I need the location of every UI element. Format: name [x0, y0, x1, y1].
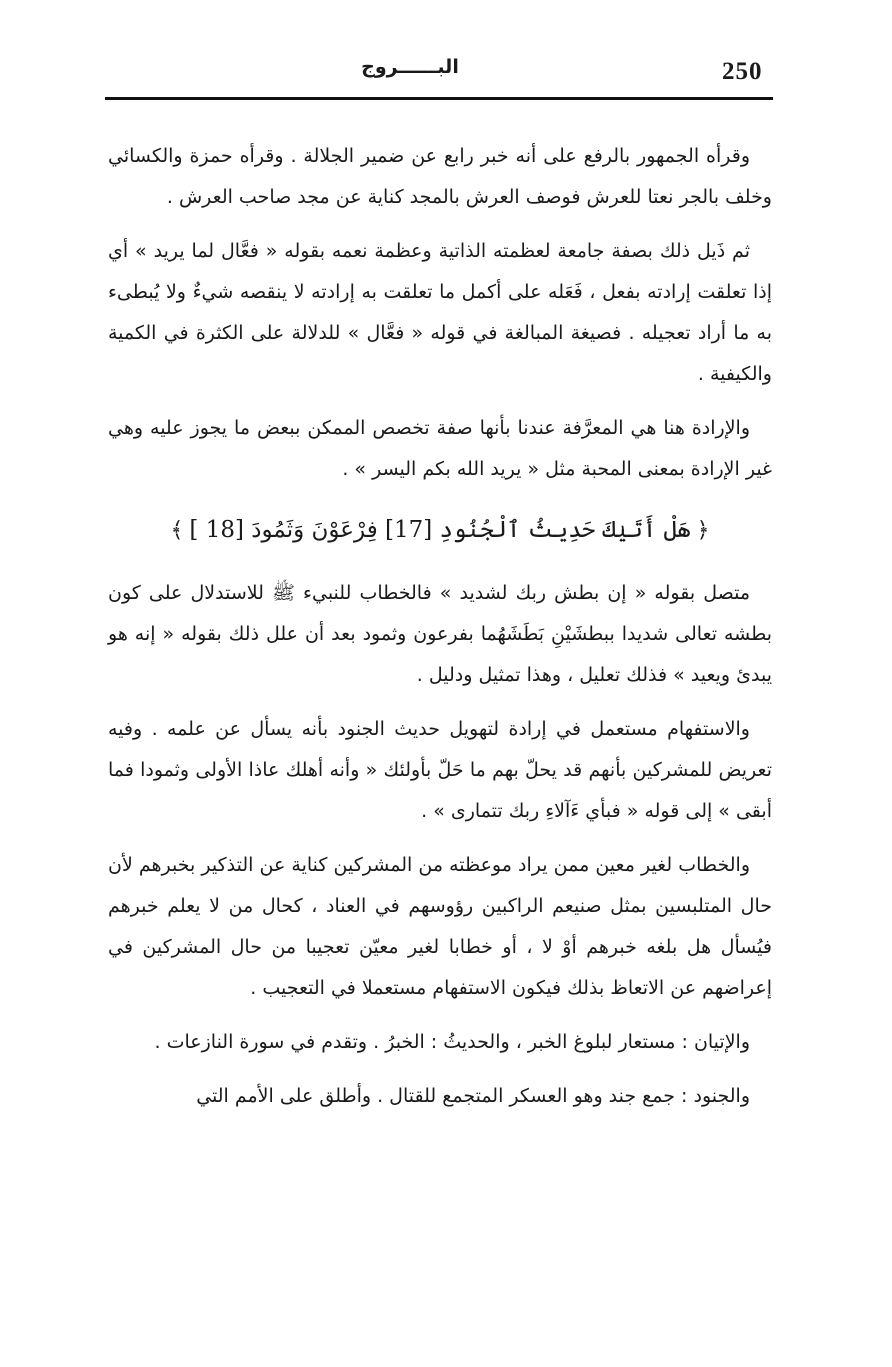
paragraph: ثم ذَيل ذلك بصفة جامعة لعظمته الذاتية وعظمة نعمه بقوله « فعَّال لما يريد » أي إذا تعلقت إرادته بفعل ، فَعَله على أكمل ما تعلقت به إرادته لا ينقصه شيءٌ ولا يُبطىء به ما أراد تعجيله . فصيغة المبالغة في قوله « فعَّال » للدلالة على الكثرة في الكمية والكيفية .	[108, 240, 772, 385]
paragraph: والاستفهام مستعمل في إرادة لتهويل حديث الجنود بأنه يسأل عن علمه . وفيه تعريض للمشركين بأنهم قد يحلّ بهم ما حَلّ بأولئك « وأنه أهلك عاذا الأولى وثمودا فما أبقى » إلى قوله « فبأي ءَآلاءِ ربك تتمارى » .	[108, 718, 772, 822]
verse-close-bracket: ﴾	[170, 518, 184, 543]
quran-verse	[108, 508, 772, 553]
verse-text: هَلْ أَتَيٰكَ حَدِيثُ ٱلْجُنُودِ [17] فِرْعَوْنَ وَثَمُودَ [18 ]	[189, 517, 691, 543]
body-text	[108, 136, 772, 1130]
paragraph: متصل بقوله « إن بطش ربك لشديد » فالخطاب للنبيء ﷺ للاستدلال على كون بطشه تعالى شديدا ببطشَيْنِ بَطَشَهُما بفرعون وثمود بعد أن علل ذلك بقوله « إنه هو يبدئ ويعيد » فذلك تعليل ، وهذا تمثيل ودليل .	[108, 582, 772, 686]
running-head-title: البــــــروج	[361, 56, 459, 78]
header-rule	[105, 97, 773, 100]
paragraph: وقرأه الجمهور بالرفع على أنه خبر رابع عن ضمير الجلالة . وقرأه حمزة والكسائي وخلف بالجر نعتا للعرش فوصف العرش بالمجد كناية عن مجد صاحب العرش .	[108, 145, 772, 208]
page-number: 250	[722, 58, 763, 85]
paragraph: والخطاب لغير معين ممن يراد موعظته من المشركين كناية عن التذكير بخبرهم لأن حال المتلبسين بمثل صنيعم الراكبين رؤوسهم في العناد ، كحال من لا يعلم خبرهم فيُسأل هل بلغه خبرهم أوْ لا ، أو خطابا لغير معيّن تعجيبا من حال المشركين في إعراضهم عن الاتعاظ بذلك فيكون الاستفهام مستعملا في التعجيب .	[108, 854, 772, 999]
paragraph: والإتيان : مستعار لبلوغ الخبر ، والحديثُ : الخبرُ . وتقدم في سورة النازعات .	[154, 1031, 750, 1053]
verse-open-bracket: ﴿	[696, 518, 710, 543]
paragraph: والجنود : جمع جند وهو العسكر المتجمع للقتال . وأطلق على الأمم التي	[196, 1085, 750, 1107]
paragraph: والإرادة هنا هي المعرَّفة عندنا بأنها صفة تخصص الممكن ببعض ما يجوز عليه وهي غير الإرادة بمعنى المحبة مثل « يريد الله بكم اليسر » .	[108, 417, 772, 480]
